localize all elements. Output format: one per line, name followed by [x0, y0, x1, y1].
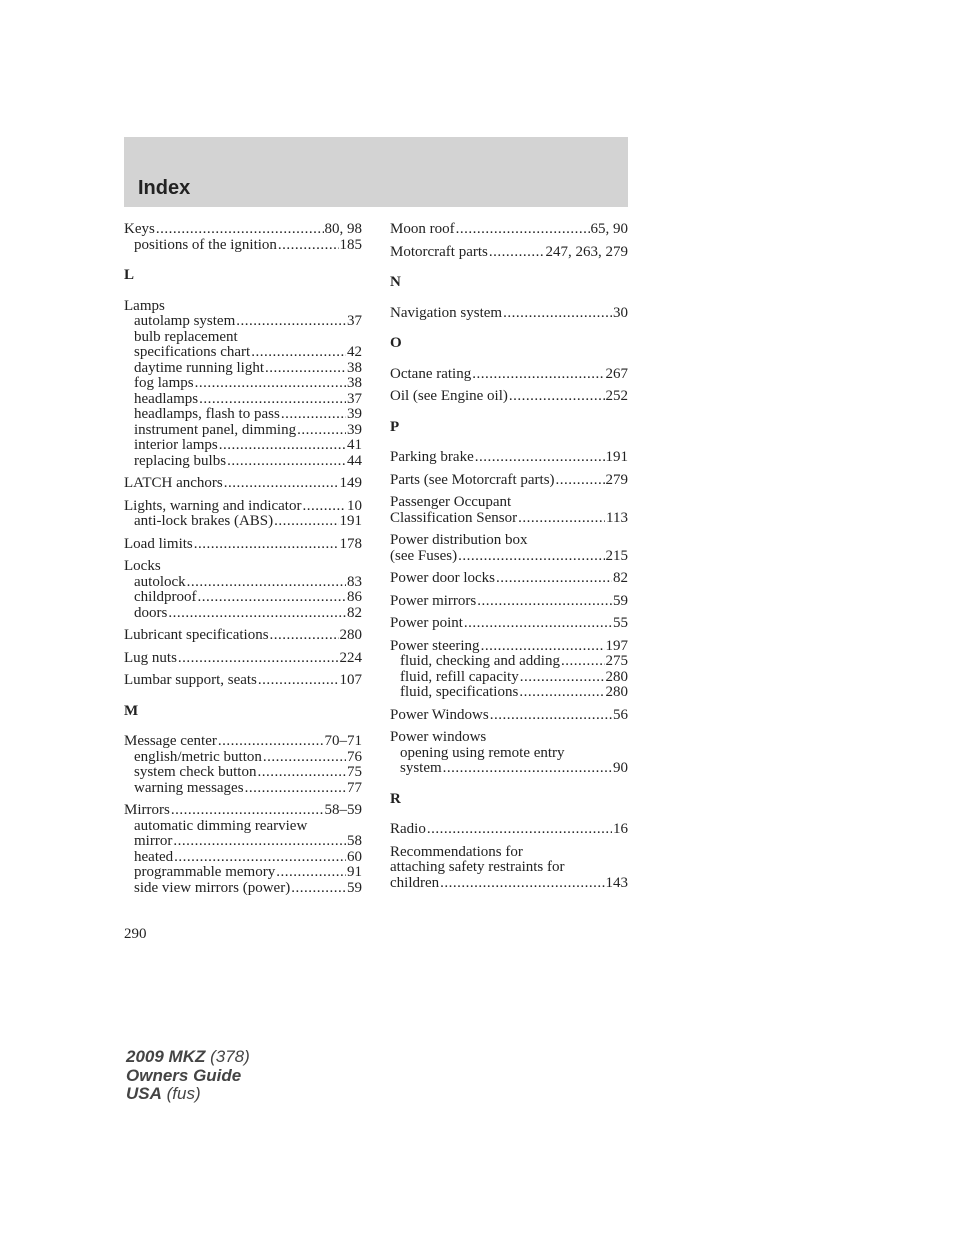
dot-leader	[518, 511, 605, 527]
entry-text: positions of the ignition	[134, 236, 277, 253]
entry-page: 279	[605, 471, 628, 488]
dot-leader	[194, 537, 339, 553]
footer	[126, 1048, 250, 1104]
entry-page: 39	[347, 406, 362, 422]
entry-text: Load limits	[124, 535, 193, 552]
entry-page: 197	[605, 637, 628, 654]
entry-page: 77	[347, 779, 362, 796]
entry-text: headlamps, flash to pass	[134, 406, 280, 422]
entry-page: 44	[347, 452, 362, 469]
index-subentry	[124, 881, 362, 897]
entry-page: 185	[339, 236, 362, 253]
footer-line-3	[126, 1085, 250, 1104]
dot-leader	[427, 822, 612, 838]
entry-page: 275	[605, 653, 628, 669]
index-entry	[124, 734, 362, 750]
entry-text: automatic dimming rearview	[134, 817, 308, 834]
index-subentry	[390, 761, 628, 777]
dot-leader	[219, 438, 346, 454]
index-subentry	[124, 865, 362, 881]
entry-text: autolamp system	[134, 313, 236, 329]
entry-text: daytime running light	[134, 359, 264, 376]
entry-text: system check button	[134, 764, 257, 780]
entry-text: specifications chart	[134, 344, 251, 360]
entry-text: Recommendations for	[390, 843, 523, 860]
dot-leader	[520, 670, 605, 686]
dot-leader	[464, 616, 612, 632]
index-subentry	[124, 423, 362, 439]
entry-text: Lubricant specifications	[124, 627, 269, 643]
index-subentry	[124, 819, 362, 835]
header-band	[124, 137, 628, 207]
entry-text: Power door locks	[390, 570, 495, 586]
entry-text: heated	[134, 848, 174, 865]
index-subentry	[124, 590, 362, 606]
entry-page: 80, 98	[324, 221, 362, 237]
dot-leader	[481, 639, 605, 655]
index-entry	[390, 730, 628, 746]
index-entry	[124, 803, 362, 819]
entry-text: LATCH anchors	[124, 475, 223, 491]
entry-page: 247, 263, 279	[545, 243, 628, 260]
entry-text: Lamps	[124, 297, 165, 314]
index-entry	[124, 628, 362, 644]
dot-leader	[472, 367, 604, 383]
index-entry	[124, 476, 362, 492]
entry-text: anti-lock brakes (ABS)	[134, 513, 274, 529]
entry-page: 42	[347, 344, 362, 360]
dot-leader	[218, 734, 324, 750]
entry-page: 76	[347, 748, 362, 765]
entry-text: headlamps	[134, 390, 199, 407]
index-subentry	[390, 654, 628, 670]
entry-text: Keys	[124, 221, 155, 237]
entry-page: 86	[347, 589, 362, 605]
entry-page: 37	[347, 390, 362, 407]
entry-page: 58–59	[324, 802, 362, 818]
entry-page: 280	[605, 668, 628, 685]
entry-page: 59	[347, 879, 362, 896]
entry-page: 267	[605, 365, 628, 382]
entry-page: 91	[347, 864, 362, 880]
entry-text: Oil (see Engine oil)	[390, 388, 508, 404]
entry-text: Power steering	[390, 637, 480, 654]
entry-page: 55	[613, 615, 628, 631]
entry-text: opening using remote entry	[400, 744, 565, 761]
dot-leader	[278, 238, 339, 254]
index-subentry	[124, 454, 362, 470]
entry-page: 37	[347, 313, 362, 329]
entry-text: (see Fuses)	[390, 547, 458, 564]
index-entry	[390, 845, 628, 861]
entry-text: mirror	[134, 833, 173, 849]
entry-text: Lug nuts	[124, 649, 177, 666]
index-subentry	[390, 670, 628, 686]
dot-leader	[197, 590, 346, 606]
index-subentry	[124, 781, 362, 797]
dot-leader	[274, 514, 338, 530]
index-column-right	[390, 222, 628, 891]
dot-leader	[503, 306, 612, 322]
entry-page: 82	[347, 604, 362, 621]
entry-page: 178	[339, 535, 362, 552]
index-letter-heading: M	[124, 702, 139, 719]
entry-text: warning messages	[134, 779, 244, 796]
index-entry	[124, 222, 362, 238]
index-entry	[390, 708, 628, 724]
footer-region-code: (fus)	[166, 1084, 201, 1103]
entry-page: 60	[347, 848, 362, 865]
entry-text: fluid, checking and adding	[400, 653, 560, 669]
index-subentry	[124, 438, 362, 454]
index-subentry	[124, 850, 362, 866]
entry-text: english/metric button	[134, 748, 262, 765]
dot-leader	[561, 654, 605, 670]
index-subentry	[124, 376, 362, 392]
index-entry	[390, 495, 628, 511]
entry-text: Parking brake	[390, 449, 474, 465]
dot-leader	[297, 423, 346, 439]
entry-text: Mirrors	[124, 802, 170, 818]
entry-text: doors	[134, 604, 168, 621]
dot-leader	[302, 499, 346, 515]
dot-leader	[475, 450, 605, 466]
dot-leader	[519, 685, 604, 701]
index-subentry	[124, 750, 362, 766]
index-subentry	[124, 345, 362, 361]
index-entry	[390, 245, 628, 261]
entry-page: 16	[613, 821, 628, 837]
entry-text: Classification Sensor	[390, 509, 518, 526]
index-entry	[124, 673, 362, 689]
entry-text: attaching safety restraints for	[390, 859, 565, 875]
dot-leader	[458, 549, 604, 565]
entry-page: 65, 90	[590, 221, 628, 237]
dot-leader	[236, 314, 346, 330]
entry-text: Octane rating	[390, 365, 472, 382]
index-entry	[124, 651, 362, 667]
entry-page: 38	[347, 359, 362, 376]
page-number: 290	[124, 926, 147, 942]
entry-text: Power point	[390, 615, 463, 631]
entry-page: 113	[606, 509, 628, 526]
entry-text: interior lamps	[134, 437, 218, 453]
index-entry	[390, 306, 628, 322]
index-subentry	[124, 361, 362, 377]
dot-leader	[224, 476, 339, 492]
entry-text: Passenger Occupant	[390, 494, 512, 510]
footer-line-1	[126, 1048, 250, 1067]
entry-text: fluid, specifications	[400, 684, 519, 700]
entry-text: bulb replacement	[134, 328, 238, 345]
index-letter-heading: O	[390, 335, 402, 351]
dot-leader	[156, 222, 324, 238]
dot-leader	[173, 834, 346, 850]
entry-text: Motorcraft parts	[390, 243, 488, 260]
index-subentry	[390, 746, 628, 762]
entry-text: Navigation system	[390, 304, 503, 321]
index-subentry	[124, 392, 362, 408]
entry-text: autolock	[134, 573, 186, 590]
entry-text: side view mirrors (power)	[134, 879, 291, 896]
dot-leader	[178, 651, 339, 667]
index-entry	[390, 571, 628, 587]
dot-leader	[245, 781, 346, 797]
entry-page: 75	[347, 764, 362, 780]
index-subentry	[124, 765, 362, 781]
dot-leader	[195, 376, 346, 392]
entry-page: 82	[613, 570, 628, 586]
entry-page: 70–71	[324, 733, 362, 749]
index-subentry	[390, 685, 628, 701]
entry-text: childproof	[134, 589, 197, 605]
index-column-left	[124, 222, 362, 896]
dot-leader	[187, 575, 346, 591]
entry-page: 191	[339, 513, 362, 529]
dot-leader	[456, 222, 590, 238]
index-entry	[390, 822, 628, 838]
index-entry	[390, 473, 628, 489]
index-entry	[390, 389, 628, 405]
entry-page: 215	[605, 547, 628, 564]
entry-page: 280	[339, 627, 362, 643]
page-title: Index	[138, 177, 191, 199]
index-entry	[124, 537, 362, 553]
entry-text: Moon roof	[390, 221, 455, 237]
index-entry	[390, 860, 628, 876]
index-subentry	[124, 514, 362, 530]
index-subentry	[124, 407, 362, 423]
entry-page: 59	[613, 592, 628, 609]
dot-leader	[174, 850, 346, 866]
index-entry	[390, 367, 628, 383]
footer-line-2	[126, 1067, 250, 1086]
entry-page: 149	[339, 475, 362, 491]
index-entry	[390, 876, 628, 892]
entry-page: 10	[347, 497, 362, 514]
index-subentry	[124, 314, 362, 330]
index-subentry	[124, 330, 362, 346]
entry-page: 143	[605, 874, 628, 891]
dot-leader	[265, 361, 346, 377]
dot-leader	[257, 765, 346, 781]
dot-leader	[270, 628, 339, 644]
dot-leader	[509, 389, 605, 405]
index-subentry	[124, 834, 362, 850]
dot-leader	[258, 673, 339, 689]
entry-text: Radio	[390, 821, 426, 837]
footer-region: USA	[126, 1084, 162, 1103]
entry-page: 280	[605, 684, 628, 700]
dot-leader	[199, 392, 346, 408]
dot-leader	[171, 803, 324, 819]
index-letter-heading: R	[390, 790, 401, 807]
dot-leader	[477, 594, 612, 610]
footer-guide: Owners Guide	[126, 1065, 242, 1085]
entry-page: 41	[347, 437, 362, 453]
dot-leader	[263, 750, 346, 766]
entry-text: Lights, warning and indicator	[124, 497, 302, 514]
entry-text: Power mirrors	[390, 592, 477, 609]
index-subentry	[124, 238, 362, 254]
index-entry	[390, 222, 628, 238]
entry-text: fog lamps	[134, 375, 194, 391]
entry-text: Lumbar support, seats	[124, 672, 257, 688]
dot-leader	[291, 881, 346, 897]
entry-text: instrument panel, dimming	[134, 421, 297, 438]
index-entry	[390, 639, 628, 655]
entry-page: 224	[339, 649, 362, 666]
entry-text: system	[400, 760, 442, 776]
dot-leader	[490, 708, 612, 724]
index-letter-heading: N	[390, 274, 401, 290]
entry-text: fluid, refill capacity	[400, 668, 519, 685]
index-entry	[390, 450, 628, 466]
dot-leader	[440, 876, 604, 892]
index-subentry	[124, 575, 362, 591]
footer-model-code: (378)	[210, 1047, 250, 1066]
entry-page: 191	[605, 449, 628, 465]
entry-page: 90	[613, 760, 628, 776]
entry-page: 83	[347, 573, 362, 590]
index-entry	[390, 594, 628, 610]
entry-text: Parts (see Motorcraft parts)	[390, 471, 555, 488]
index-letter-heading: P	[390, 418, 400, 435]
index-entry	[390, 616, 628, 632]
entry-text: children	[390, 874, 440, 891]
index-subentry	[124, 606, 362, 622]
entry-text: Power Windows	[390, 706, 489, 723]
index-entry	[390, 511, 628, 527]
footer-model: 2009 MKZ	[126, 1047, 206, 1066]
entry-page: 252	[605, 388, 628, 404]
dot-leader	[251, 345, 346, 361]
entry-page: 107	[339, 672, 362, 688]
entry-page: 30	[613, 304, 628, 321]
entry-page: 58	[347, 833, 362, 849]
index-letter-heading: L	[124, 267, 135, 283]
dot-leader	[556, 473, 605, 489]
entry-text: Locks	[124, 558, 161, 574]
index-entry	[124, 559, 362, 575]
entry-page: 56	[613, 706, 628, 723]
dot-leader	[168, 606, 346, 622]
entry-text: programmable memory	[134, 864, 276, 880]
entry-text: Power windows	[390, 729, 487, 745]
dot-leader	[276, 865, 346, 881]
index-entry	[124, 299, 362, 315]
dot-leader	[443, 761, 612, 777]
dot-leader	[489, 245, 545, 261]
entry-text: Message center	[124, 733, 217, 749]
dot-leader	[496, 571, 612, 587]
entry-page: 38	[347, 375, 362, 391]
entry-text: Power distribution box	[390, 532, 528, 548]
index-entry	[124, 499, 362, 515]
entry-page: 39	[347, 421, 362, 438]
entry-text: replacing bulbs	[134, 452, 227, 469]
dot-leader	[281, 407, 346, 423]
index-entry	[390, 533, 628, 549]
index-entry	[390, 549, 628, 565]
dot-leader	[227, 454, 346, 470]
